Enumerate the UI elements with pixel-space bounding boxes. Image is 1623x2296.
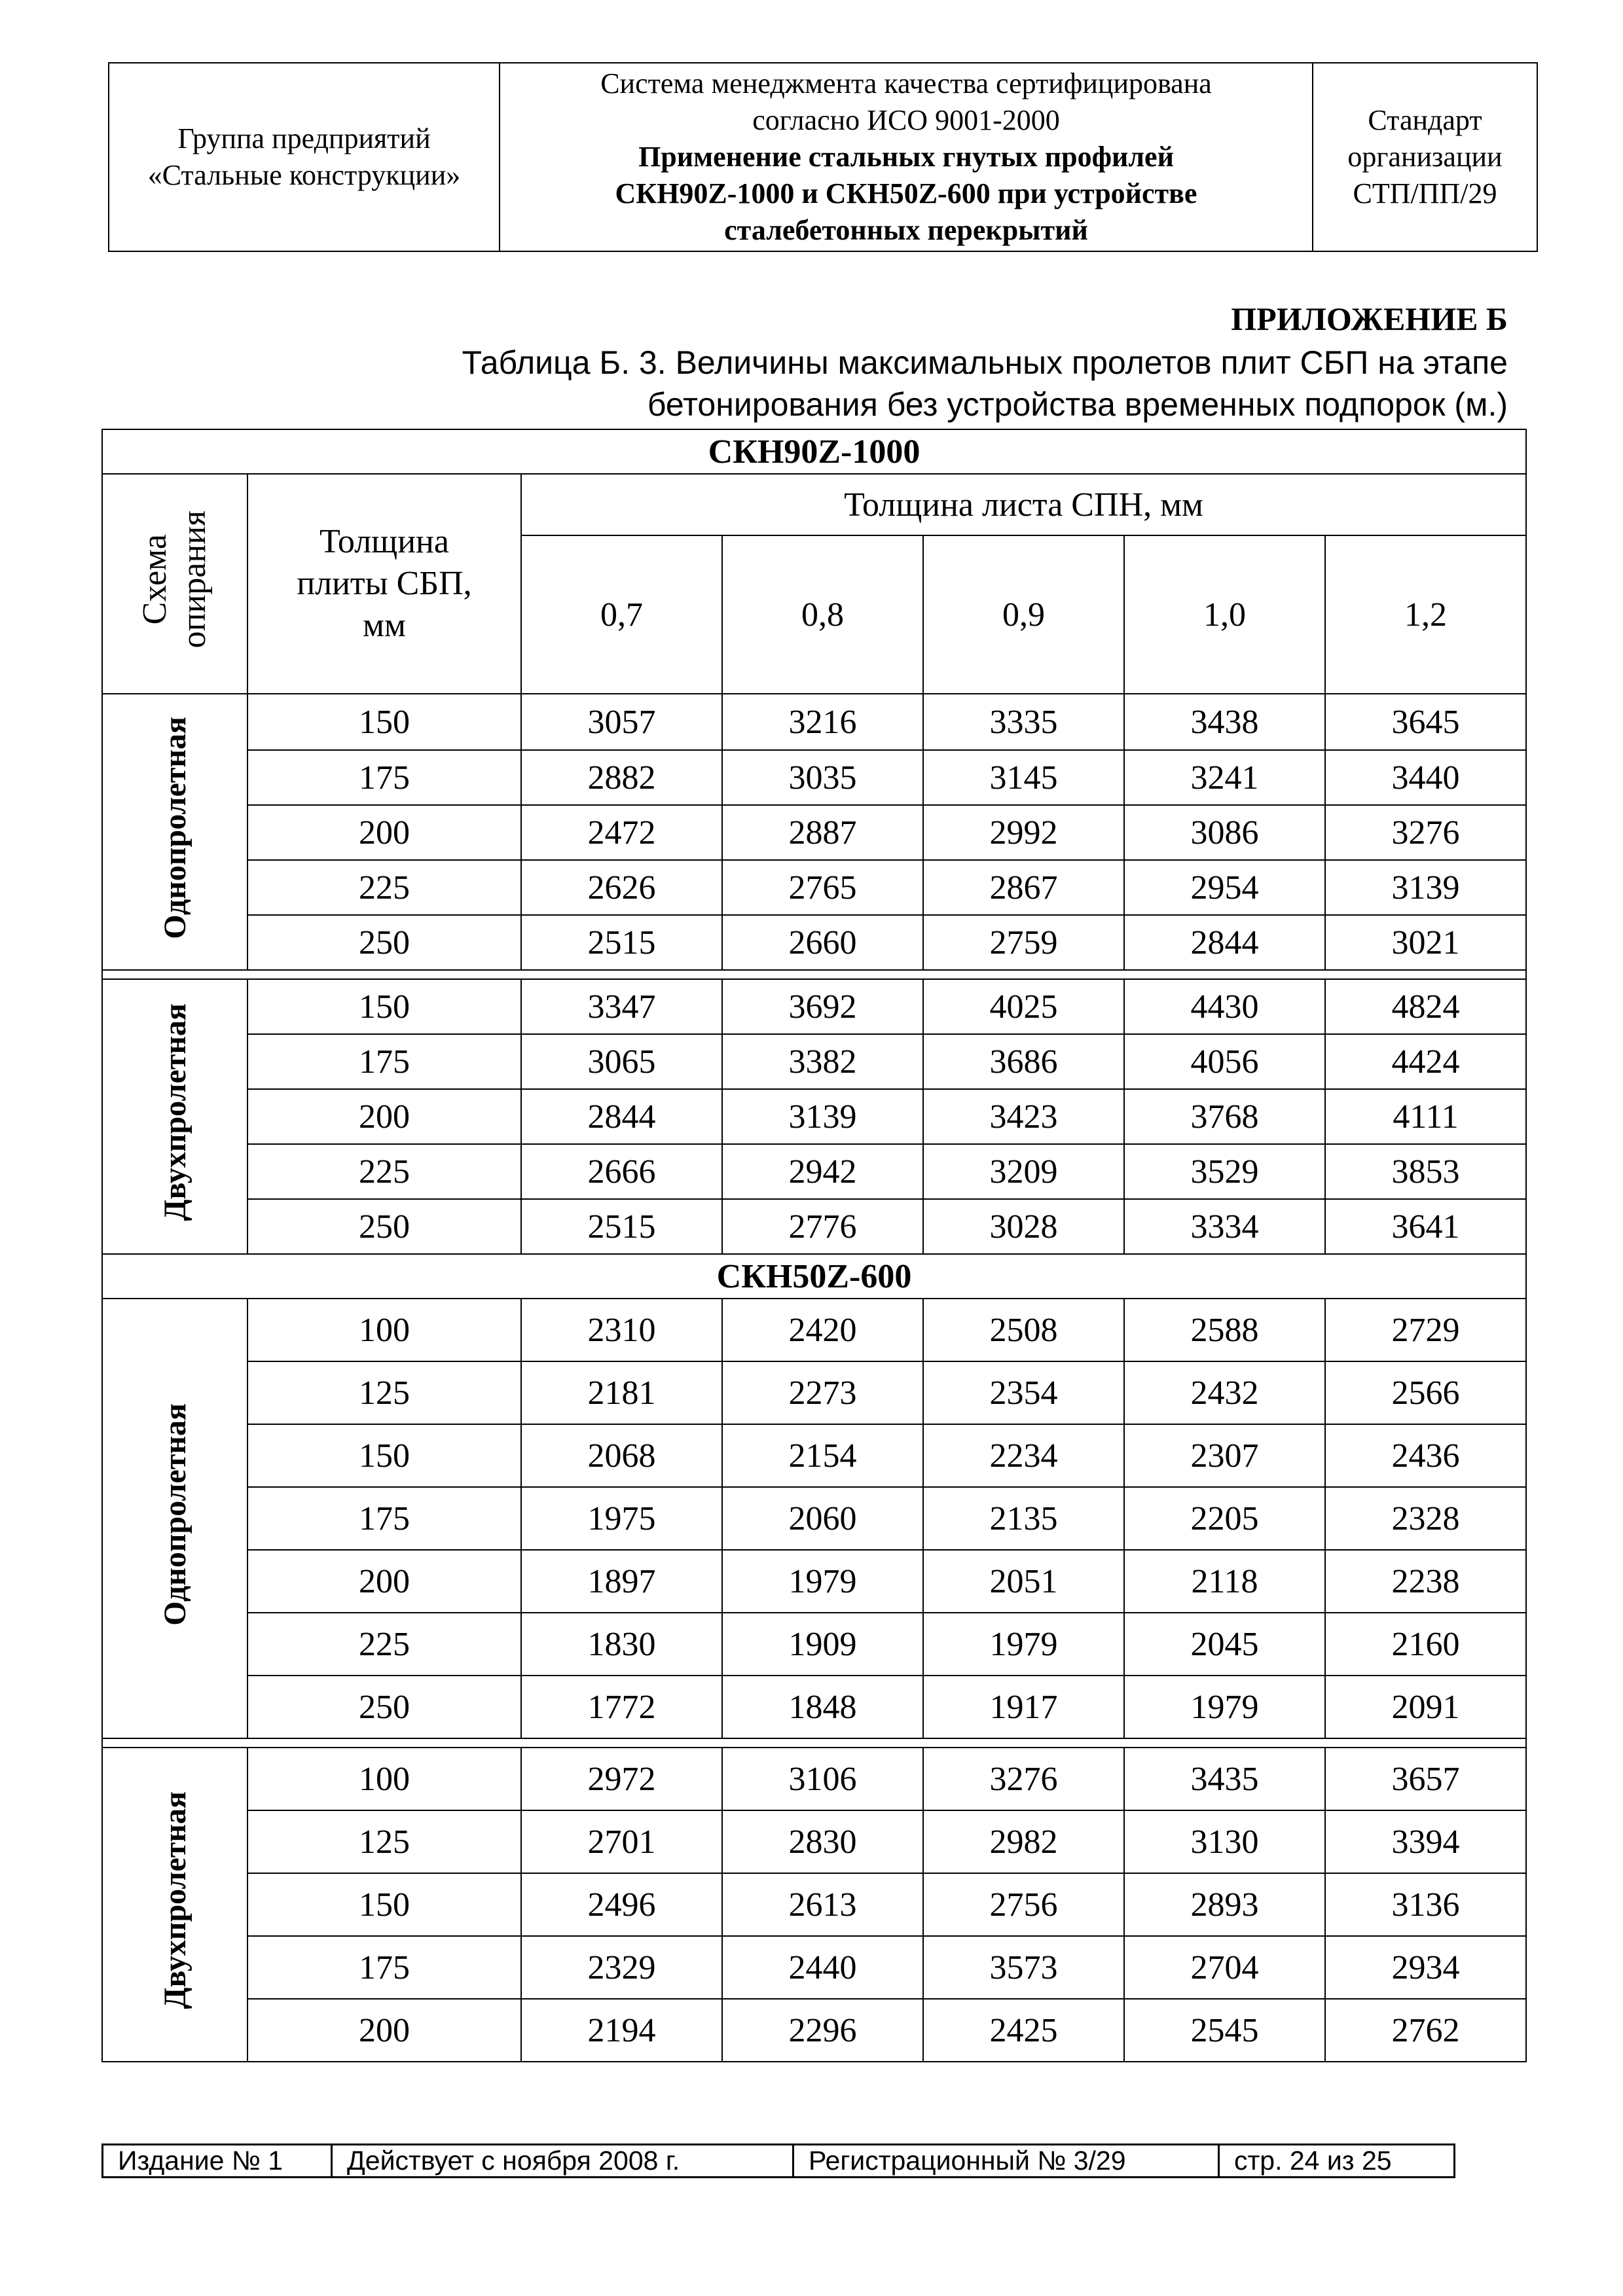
caption-line: бетонирования без устройства временных подпорок (м.)	[647, 386, 1508, 423]
table-row	[102, 805, 1526, 860]
company-line: Группа предприятий	[177, 122, 431, 154]
sheet-value: 1,0	[1124, 535, 1325, 694]
separator-row	[102, 1738, 1526, 1748]
slab-thickness: 200	[247, 805, 521, 860]
span-value: 3139	[1325, 860, 1526, 915]
sheet-thickness-header: Толщина листа СПН, мм	[521, 474, 1526, 535]
thickness-header-line: мм	[363, 607, 406, 644]
span-value: 2329	[521, 1936, 722, 1999]
separator-row	[102, 970, 1526, 979]
span-value: 2238	[1325, 1550, 1526, 1613]
table-row	[102, 1089, 1526, 1144]
span-value: 2354	[923, 1361, 1124, 1424]
standard-title	[500, 63, 1313, 251]
span-value: 2844	[521, 1089, 722, 1144]
span-value: 3347	[521, 979, 722, 1034]
slab-thickness: 200	[247, 1550, 521, 1613]
support-scheme-label: Однопролетная	[157, 1403, 192, 1626]
slab-thickness: 100	[247, 1748, 521, 1810]
span-value: 2091	[1325, 1676, 1526, 1738]
scheme-header	[102, 474, 247, 694]
span-value: 2234	[923, 1424, 1124, 1487]
span-value: 3139	[722, 1089, 923, 1144]
code-line: СТП/ПП/29	[1353, 177, 1497, 209]
span-value: 3136	[1325, 1873, 1526, 1936]
title-line: сталебетонных перекрытий	[724, 214, 1088, 246]
title-line: Применение стальных гнутых профилей	[638, 141, 1174, 173]
support-scheme-label: Однопролетная	[157, 716, 192, 939]
thickness-header-line: Толщина	[319, 523, 449, 560]
appendix-label: ПРИЛОЖЕНИЕ Б	[1231, 300, 1508, 337]
slab-thickness: 150	[247, 694, 521, 750]
span-value: 3216	[722, 694, 923, 750]
span-value: 2830	[722, 1810, 923, 1873]
section-title: СКН90Z-1000	[102, 429, 1526, 474]
table-row	[102, 860, 1526, 915]
span-value: 3021	[1325, 915, 1526, 970]
span-value: 2992	[923, 805, 1124, 860]
edition: Издание № 1	[103, 2145, 332, 2178]
sheet-value: 0,9	[923, 535, 1124, 694]
span-value: 2954	[1124, 860, 1325, 915]
table-row	[102, 694, 1526, 750]
table-row	[102, 979, 1526, 1034]
company-line: «Стальные конструкции»	[147, 159, 461, 191]
span-value: 3768	[1124, 1089, 1325, 1144]
scheme-header-label	[136, 511, 214, 648]
title-line: СКН90Z-1000 и СКН50Z-600 при устройстве	[615, 177, 1197, 209]
span-value: 2660	[722, 915, 923, 970]
span-value: 3641	[1325, 1199, 1526, 1254]
slab-thickness: 225	[247, 1144, 521, 1199]
table-row	[102, 1144, 1526, 1199]
slab-thickness: 150	[247, 1873, 521, 1936]
slab-thickness: 250	[247, 915, 521, 970]
span-value: 2181	[521, 1361, 722, 1424]
span-value: 2613	[722, 1873, 923, 1936]
span-value: 4824	[1325, 979, 1526, 1034]
table-row	[102, 915, 1526, 970]
table-row	[102, 1550, 1526, 1613]
span-value: 2420	[722, 1299, 923, 1361]
span-value: 3435	[1124, 1748, 1325, 1810]
span-value: 2934	[1325, 1936, 1526, 1999]
span-value: 2701	[521, 1810, 722, 1873]
document-footer	[101, 2144, 1455, 2178]
table-row	[102, 1999, 1526, 2062]
span-value: 2440	[722, 1936, 923, 1999]
sheet-value: 0,7	[521, 535, 722, 694]
span-value: 4025	[923, 979, 1124, 1034]
span-value: 3573	[923, 1936, 1124, 1999]
section-title: СКН50Z-600	[102, 1254, 1526, 1299]
table-row	[102, 1676, 1526, 1738]
qms-line: согласно ИСО 9001-2000	[752, 104, 1060, 136]
thickness-header-line: плиты СБП,	[297, 565, 472, 602]
slab-thickness: 150	[247, 1424, 521, 1487]
span-value: 1975	[521, 1487, 722, 1550]
thickness-header	[247, 474, 521, 694]
span-value: 2307	[1124, 1424, 1325, 1487]
span-value: 2893	[1124, 1873, 1325, 1936]
slab-thickness: 175	[247, 1487, 521, 1550]
slab-thickness: 150	[247, 979, 521, 1034]
span-value: 2588	[1124, 1299, 1325, 1361]
span-value: 2310	[521, 1299, 722, 1361]
separator	[102, 970, 1526, 979]
span-value: 3853	[1325, 1144, 1526, 1199]
span-value: 2060	[722, 1487, 923, 1550]
span-value: 2328	[1325, 1487, 1526, 1550]
support-scheme-label: Двухпролетная	[157, 1003, 192, 1221]
span-value: 3028	[923, 1199, 1124, 1254]
slab-thickness: 175	[247, 1936, 521, 1999]
span-value: 2194	[521, 1999, 722, 2062]
span-value: 2160	[1325, 1613, 1526, 1676]
support-scheme	[102, 1748, 247, 2062]
span-value: 2436	[1325, 1424, 1526, 1487]
span-value: 2154	[722, 1424, 923, 1487]
span-value: 2765	[722, 860, 923, 915]
header-row	[102, 474, 1526, 535]
slab-thickness: 175	[247, 1034, 521, 1089]
qms-line: Система менеджмента качества сертифицирована	[600, 67, 1212, 99]
span-value: 3394	[1325, 1810, 1526, 1873]
slab-thickness: 125	[247, 1361, 521, 1424]
span-value: 2759	[923, 915, 1124, 970]
span-value: 3438	[1124, 694, 1325, 750]
section-title-row	[102, 429, 1526, 474]
standard-code	[1313, 63, 1537, 251]
span-value: 3645	[1325, 694, 1526, 750]
page-number: стр. 24 из 25	[1219, 2145, 1455, 2178]
span-value: 2496	[521, 1873, 722, 1936]
span-value: 2776	[722, 1199, 923, 1254]
caption-line: Таблица Б. 3. Величины максимальных пролетов плит СБП на этапе	[462, 344, 1508, 381]
table-row	[102, 1487, 1526, 1550]
span-value: 2051	[923, 1550, 1124, 1613]
span-value: 3145	[923, 750, 1124, 805]
span-value: 2704	[1124, 1936, 1325, 1999]
span-value: 1917	[923, 1676, 1124, 1738]
span-value: 2982	[923, 1810, 1124, 1873]
table-row	[102, 1810, 1526, 1873]
slab-thickness: 225	[247, 860, 521, 915]
span-value: 2762	[1325, 1999, 1526, 2062]
span-value: 2432	[1124, 1361, 1325, 1424]
sheet-value: 1,2	[1325, 535, 1526, 694]
span-value: 2068	[521, 1424, 722, 1487]
span-value: 3241	[1124, 750, 1325, 805]
table-row	[102, 1199, 1526, 1254]
span-value: 2425	[923, 1999, 1124, 2062]
span-value: 4111	[1325, 1089, 1526, 1144]
span-value: 3130	[1124, 1810, 1325, 1873]
span-value: 3382	[722, 1034, 923, 1089]
code-line: организации	[1347, 141, 1503, 173]
registration-number: Регистрационный № 3/29	[793, 2145, 1219, 2178]
span-table	[101, 429, 1527, 2062]
table-row	[102, 1936, 1526, 1999]
document-header	[108, 62, 1538, 252]
span-value: 2844	[1124, 915, 1325, 970]
table-row	[102, 1424, 1526, 1487]
slab-thickness: 125	[247, 1810, 521, 1873]
span-value: 2205	[1124, 1487, 1325, 1550]
span-value: 3423	[923, 1089, 1124, 1144]
span-value: 3692	[722, 979, 923, 1034]
scheme-header-line: опирания	[175, 511, 213, 649]
span-value: 3035	[722, 750, 923, 805]
table-row	[102, 1613, 1526, 1676]
span-value: 2472	[521, 805, 722, 860]
span-value: 1979	[1124, 1676, 1325, 1738]
slab-thickness: 100	[247, 1299, 521, 1361]
span-value: 3057	[521, 694, 722, 750]
section-title-row	[102, 1254, 1526, 1299]
support-scheme	[102, 1299, 247, 1738]
span-value: 1772	[521, 1676, 722, 1738]
span-value: 2666	[521, 1144, 722, 1199]
slab-thickness: 250	[247, 1199, 521, 1254]
span-value: 2626	[521, 860, 722, 915]
span-value: 3686	[923, 1034, 1124, 1089]
support-scheme-label: Двухпролетная	[157, 1791, 192, 2009]
span-value: 2135	[923, 1487, 1124, 1550]
span-value: 2867	[923, 860, 1124, 915]
span-value: 2515	[521, 1199, 722, 1254]
sheet-value: 0,8	[722, 535, 923, 694]
span-value: 3335	[923, 694, 1124, 750]
valid-from: Действует с ноября 2008 г.	[332, 2145, 793, 2178]
code-line: Стандарт	[1368, 104, 1482, 136]
span-value: 3276	[923, 1748, 1124, 1810]
span-value: 2972	[521, 1748, 722, 1810]
span-value: 1848	[722, 1676, 923, 1738]
span-value: 2756	[923, 1873, 1124, 1936]
span-value: 1830	[521, 1613, 722, 1676]
table-row	[102, 750, 1526, 805]
support-scheme	[102, 694, 247, 970]
span-value: 2508	[923, 1299, 1124, 1361]
span-value: 2118	[1124, 1550, 1325, 1613]
span-value: 2887	[722, 805, 923, 860]
support-scheme	[102, 979, 247, 1254]
span-value: 2515	[521, 915, 722, 970]
span-value: 2942	[722, 1144, 923, 1199]
span-value: 3209	[923, 1144, 1124, 1199]
span-value: 3440	[1325, 750, 1526, 805]
span-value: 2296	[722, 1999, 923, 2062]
slab-thickness: 175	[247, 750, 521, 805]
slab-thickness: 200	[247, 1999, 521, 2062]
span-value: 4056	[1124, 1034, 1325, 1089]
span-value: 3529	[1124, 1144, 1325, 1199]
table-row	[102, 1873, 1526, 1936]
span-value: 1897	[521, 1550, 722, 1613]
span-value: 2882	[521, 750, 722, 805]
span-value: 3065	[521, 1034, 722, 1089]
span-value: 2045	[1124, 1613, 1325, 1676]
span-value: 4430	[1124, 979, 1325, 1034]
table-caption	[264, 342, 1508, 425]
span-value: 2545	[1124, 1999, 1325, 2062]
span-value: 1979	[722, 1550, 923, 1613]
separator	[102, 1738, 1526, 1748]
span-value: 1979	[923, 1613, 1124, 1676]
span-value: 3106	[722, 1748, 923, 1810]
span-value: 3276	[1325, 805, 1526, 860]
scheme-header-line: Схема	[136, 534, 173, 625]
slab-thickness: 225	[247, 1613, 521, 1676]
slab-thickness: 250	[247, 1676, 521, 1738]
company-name	[109, 63, 500, 251]
table-row	[102, 1748, 1526, 1810]
table-row	[102, 1299, 1526, 1361]
span-value: 1909	[722, 1613, 923, 1676]
span-value: 3657	[1325, 1748, 1526, 1810]
span-value: 2273	[722, 1361, 923, 1424]
span-value: 2729	[1325, 1299, 1526, 1361]
span-value: 2566	[1325, 1361, 1526, 1424]
table-row	[102, 1034, 1526, 1089]
slab-thickness: 200	[247, 1089, 521, 1144]
span-value: 4424	[1325, 1034, 1526, 1089]
table-row	[102, 1361, 1526, 1424]
span-value: 3086	[1124, 805, 1325, 860]
span-value: 3334	[1124, 1199, 1325, 1254]
